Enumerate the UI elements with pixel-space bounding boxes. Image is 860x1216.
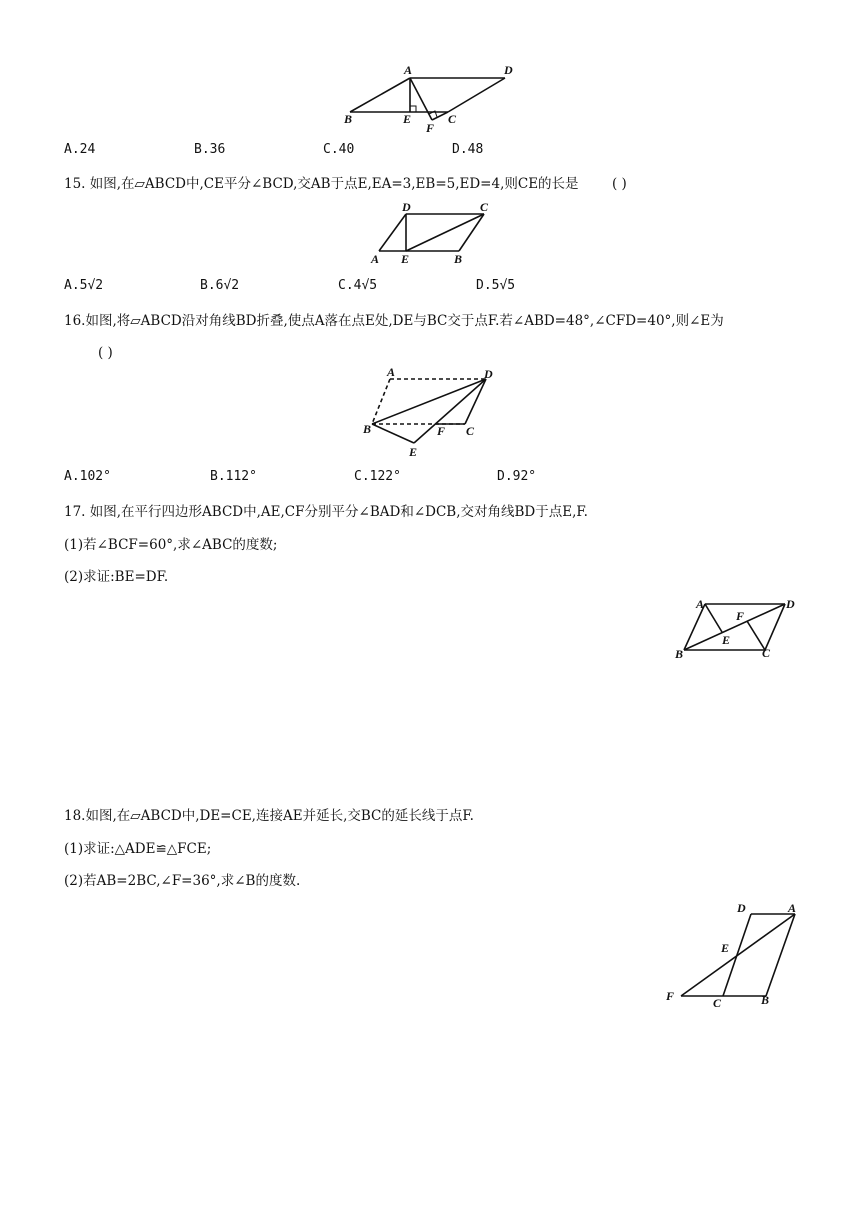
q18-label-D: D: [737, 901, 746, 915]
q17-label-D: D: [786, 597, 795, 611]
q17-label-E: E: [722, 633, 731, 647]
q15-answer-paren: ( ): [612, 176, 627, 192]
q16-option-c: C.122°: [354, 469, 401, 484]
q17-question: 17. 如图,在平行四边形ABCD中,AE,CF分别平分∠BAD和∠DCB,交对角线BD于点E,F.: [64, 504, 588, 520]
q14-label-E: E: [403, 112, 412, 126]
q16-label-B: B: [363, 422, 372, 436]
q18-label-A: A: [788, 901, 797, 915]
q14-figure: [340, 60, 530, 135]
q14-label-D: D: [504, 63, 513, 77]
q18-label-B: B: [761, 993, 770, 1007]
q17-part2: (2)求证:BE=DF.: [64, 569, 169, 585]
q18-part2: (2)若AB=2BC,∠F=36°,求∠B的度数.: [64, 873, 301, 889]
q16-question: 16.如图,将▱ABCD沿对角线BD折叠,使点A落在点E处,DE与BC交于点F.若∠ABD=48°,∠CFD=40°,则∠E为: [64, 313, 724, 329]
q15-label-E: E: [401, 252, 410, 266]
q16-label-C: C: [466, 424, 475, 438]
q15-question: 15. 如图,在▱ABCD中,CE平分∠BCD,交AB于点E,EA=3,EB=5,ED=4,则CE的长是: [64, 176, 579, 192]
q15-label-D: D: [402, 200, 411, 214]
q15-label-A: A: [371, 252, 380, 266]
q17-label-B: B: [675, 647, 684, 661]
q14-label-A: A: [404, 63, 413, 77]
q18-question: 18.如图,在▱ABCD中,DE=CE,连接AE并延长,交BC的延长线于点F.: [64, 808, 474, 824]
q16-label-E: E: [409, 445, 418, 459]
q14-label-F: F: [426, 121, 435, 135]
q16-figure: [360, 364, 510, 462]
q18-label-E: E: [721, 941, 730, 955]
q15-figure: [366, 200, 506, 268]
q18-label-C: C: [713, 996, 722, 1010]
q17-label-F: F: [736, 609, 745, 623]
q17-label-C: C: [762, 646, 771, 660]
q14-label-C: C: [448, 112, 457, 126]
q18-part1: (1)求证:△ADE≌△FCE;: [64, 841, 212, 857]
q16-label-A: A: [387, 365, 396, 379]
q15-option-c: C.4√5: [338, 278, 378, 293]
q18-figure: [662, 898, 812, 1010]
q14-option-d: D.48: [452, 142, 484, 157]
q18-label-F: F: [666, 989, 675, 1003]
q15-option-a: A.5√2: [64, 278, 104, 293]
q16-option-a: A.102°: [64, 469, 111, 484]
q16-option-b: B.112°: [210, 469, 257, 484]
q16-answer-paren: ( ): [98, 345, 113, 361]
q16-label-F: F: [437, 424, 446, 438]
q15-label-C: C: [480, 200, 489, 214]
q17-label-A: A: [696, 597, 705, 611]
q17-part1: (1)若∠BCF=60°,求∠ABC的度数;: [64, 537, 278, 553]
q14-option-b: B.36: [194, 142, 226, 157]
q16-option-d: D.92°: [497, 469, 537, 484]
q15-option-d: D.5√5: [476, 278, 516, 293]
q16-label-D: D: [484, 367, 493, 381]
q15-option-b: B.6√2: [200, 278, 240, 293]
q17-figure: [670, 594, 805, 662]
q14-option-a: A.24: [64, 142, 96, 157]
q15-label-B: B: [454, 252, 463, 266]
q14-option-c: C.40: [323, 142, 355, 157]
q14-label-B: B: [344, 112, 353, 126]
